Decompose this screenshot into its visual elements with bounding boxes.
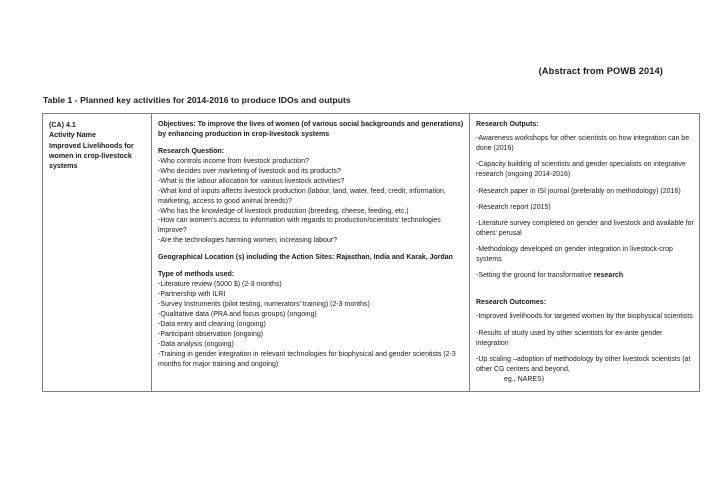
research-question-item: -Who controls income from livestock production? xyxy=(158,157,309,165)
research-output-item-transformative xyxy=(476,271,694,281)
abstract-source-note: (Abstract from POWB 2014) xyxy=(538,66,663,76)
method-item: -Survey Instruments (pilot testing, numerators' training) (2-3 months) xyxy=(158,301,370,308)
method-item: -Partnership with ILRI xyxy=(158,291,226,299)
spacer xyxy=(158,263,464,270)
research-outcome-item-upscaling xyxy=(476,355,694,385)
research-output-item: -Literature survey completed on gender and livestock and available for others' perusal xyxy=(476,219,694,237)
objectives-paragraph xyxy=(158,120,464,140)
research-outcome-item: -Results of study used by other scientists for ex-ante gender integration xyxy=(476,329,663,347)
research-question-heading: Research Question: xyxy=(158,147,225,155)
research-output-item: -Capacity building of scientists and gender specialists on integrative research (ongoing 2014-2016) xyxy=(476,161,686,179)
research-output-item: -Methodology developed on gender integration in livestock-crop systems xyxy=(476,246,673,264)
research-question-item: -How can women's access to information with regards to production/scientists' technologies improve? xyxy=(158,217,441,235)
methods-heading: Type of methods used: xyxy=(158,271,235,279)
geographical-location-value: Rajasthan, India and Karak, Jordan xyxy=(334,254,453,262)
transformative-research-emphasis: research xyxy=(593,272,624,280)
outputs-outcomes-cell xyxy=(470,114,700,392)
research-question-item: -What is the labour allocation for various livestock activities? xyxy=(158,177,345,185)
research-question-item: -Are the technologies harming women, increasing labour? xyxy=(158,237,337,245)
activity-cell xyxy=(43,114,152,392)
method-item: -Literature review (5000 $) (2-3 months) xyxy=(158,281,282,289)
objectives-heading: Objectives: xyxy=(158,121,196,128)
method-item: -Qualitative data (PRA and focus groups) (ongoing) xyxy=(158,310,317,318)
transformative-prefix: -Setting the ground for transformative xyxy=(476,272,594,280)
activity-name-value: Improved Livelihoods for women in crop-livestock systems xyxy=(49,141,134,171)
upscaling-line-2: eg., NARES) xyxy=(504,376,545,384)
research-outcome-item: -Improved livelihoods for targeted women by the biophysical scientists xyxy=(476,313,693,321)
research-outcomes-heading: Research Outcomes: xyxy=(476,299,547,307)
table-row xyxy=(43,114,700,392)
objectives-text: To improve the lives of women (of various social backgrounds and generations) by enhancing production in crop-livestock systems xyxy=(158,121,464,138)
method-item: -Participant observation (ongoing) xyxy=(158,330,264,338)
spacer xyxy=(158,246,464,253)
activity-name-label: Activity Name xyxy=(49,131,96,140)
research-outputs-heading: Research Outputs: xyxy=(476,121,539,128)
method-item: -Training in gender integration in relevant technologies for biophysical and gender scientists (2-3 months for major training and ongoing) xyxy=(158,350,456,368)
research-question-item: -Who decides over marketing of livestock and its products? xyxy=(158,167,341,175)
activity-details-cell xyxy=(152,114,470,392)
activity-code: (CA) 4.1 xyxy=(49,121,76,129)
table-caption: Table 1 - Planned key activities for 2014-2016 to produce IDOs and outputs xyxy=(43,95,351,105)
research-output-item: -Research report (2015) xyxy=(476,203,551,211)
research-output-item: -Awareness workshops for other scientists on how integration can be done (2016) xyxy=(476,134,690,153)
spacer xyxy=(476,287,694,298)
planned-activities-table xyxy=(42,113,700,392)
geographical-location-heading: Geographical Location (s) including the Action Sites: xyxy=(158,254,335,262)
research-question-item: -What kind of inputs affects livestock production (labour, land, water, feed, credit, information, marketing, access to good animal breeds)? xyxy=(158,187,446,205)
method-item: -Data entry and cleaning (ongoing) xyxy=(158,320,266,328)
research-question-item: -Who has the knowledge of livestock production (breeding, cheese, feeding, etc.) xyxy=(158,207,409,215)
research-output-item: -Research paper in ISI journal (preferably on methodology) (2016) xyxy=(476,187,681,195)
upscaling-line-1: -Up scaling –adoption of methodology by other livestock scientists (at other CG centers and beyond, xyxy=(476,355,691,373)
spacer xyxy=(158,140,464,147)
method-item: -Data analysis (ongoing) xyxy=(158,340,234,348)
geographical-location-paragraph xyxy=(158,253,464,263)
